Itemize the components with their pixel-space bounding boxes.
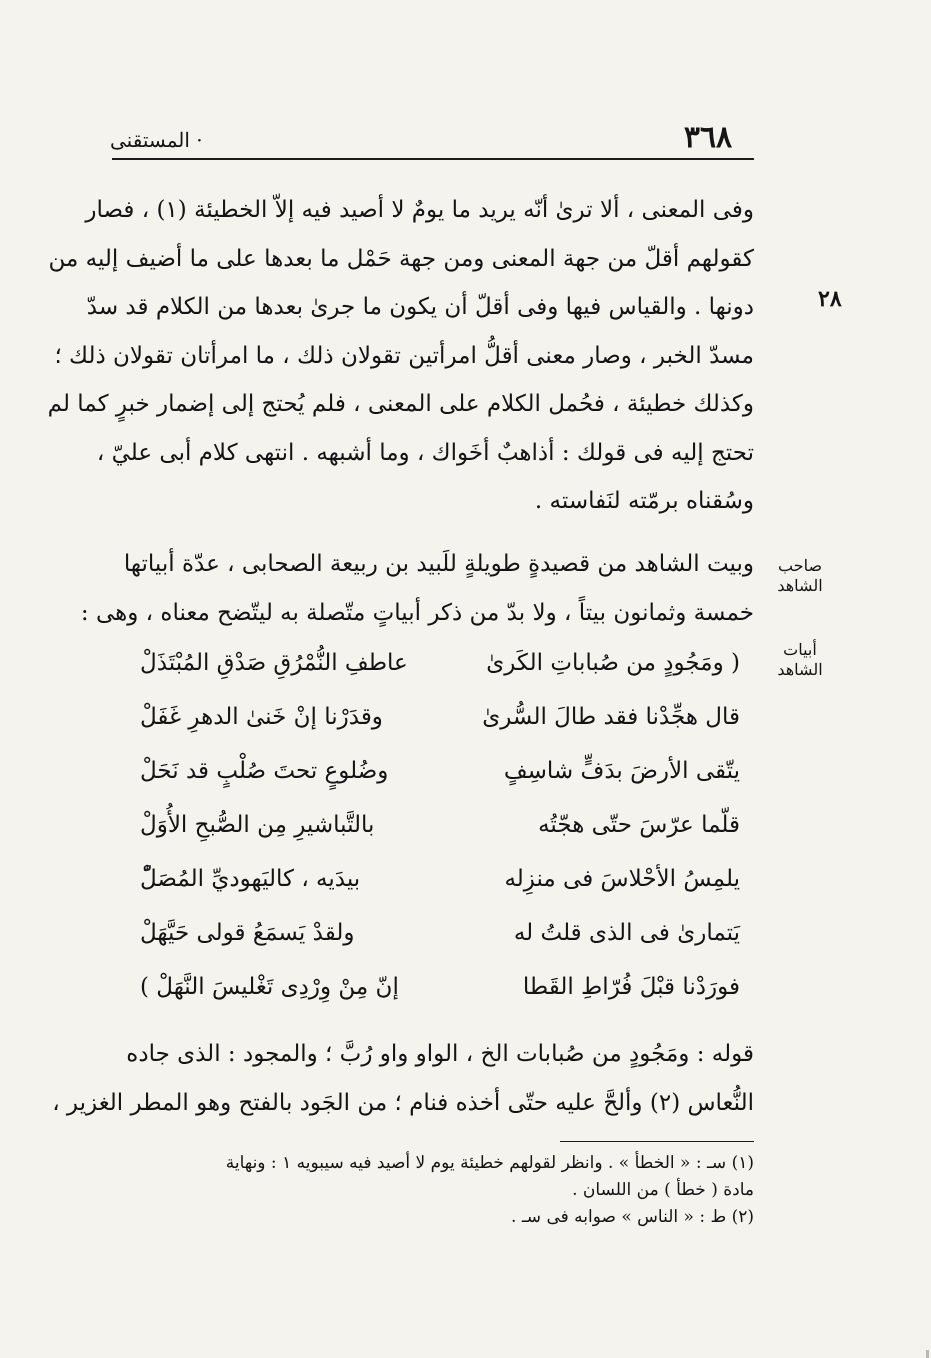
paragraph-poem-intro (80, 540, 754, 637)
text-line: وبيت الشاهد من قصيدةٍ طويلةٍ للَبيد بن ربيعة الصحابى ، عدّة أبياتها (123, 551, 754, 577)
scan-edge-mark (926, 1350, 929, 1358)
header-divider (112, 158, 754, 160)
poem-block (140, 640, 740, 1018)
margin-note-verses: أبيات الشاهد (777, 640, 823, 679)
verse-line (140, 640, 740, 694)
footnote-divider (560, 1141, 754, 1142)
verse-first-hemistich: يتّقى الأرضَ بدَفٍّ شاسِفٍ (503, 758, 740, 784)
footnote-line: مادة ( خطأ ) من اللسان . (572, 1180, 754, 1200)
verse-line (140, 748, 740, 802)
text-line: النُّعاس (٢) وألحَّ عليه حتّى أخذه فنام ؛ من الجَود بالفتح وهو المطر الغزير ، (52, 1089, 754, 1116)
paragraph-commentary (47, 186, 754, 526)
footnote-line: (١) سـ : « الخطأ » . وانظر لقولهم خطيئة يوم لا أصيد فيه سيبويه ١ : ونهاية (225, 1153, 754, 1173)
verse-second-hemistich: إنّ مِنْ وِرْدِى تَغْليسَ النَّهَلْ ) (140, 974, 399, 1000)
verse-first-hemistich: قلّما عرّسَ حتّى هجّتُه (538, 812, 740, 838)
verse-second-hemistich: عاطفِ النُّمْرُقِ صَدْقِ المُبْتَذَلْ (140, 650, 408, 676)
margin-note-poet: صاحب الشاهد (777, 556, 823, 595)
text-line: وكذلك خطيئة ، فحُمل الكلام على المعنى ، فلم يُحتج إلى إضمار خبرٍ كما لم (47, 391, 754, 417)
verse-second-hemistich: بيدَيه ، كاليَهوديِّ المُصَلّْ (140, 866, 361, 892)
footnotes (112, 1150, 754, 1231)
verse-line (140, 964, 740, 1018)
footnote-line: (٢) ط : « الناس » صوابه فى سـ . (511, 1207, 754, 1227)
text-line: وفى المعنى ، ألا ترىٰ أنّه يريد ما يومٌ لا أصيد فيه إلاّ الخطيئة (١) ، فصار (85, 197, 754, 223)
verse-line (140, 856, 740, 910)
verse-line (140, 910, 740, 964)
paragraph-explanation (52, 1030, 754, 1127)
verse-first-hemistich: يَتمارىٰ فى الذى قلتُ له (513, 920, 740, 946)
text-line: تحتج إليه فى قولك : أذاهبٌ أخَواك ، وما أشبهه . انتهى كلام أبى عليّ ، (96, 439, 754, 466)
verse-second-hemistich: وقدَرْنا إنْ خَنىٰ الدهرِ غَفَلْ (140, 704, 383, 730)
text-line: خمسة وثمانون بيتاً ، ولا بدّ من ذكر أبياتٍ متّصلة به ليتّضح معناه ، وهى : (80, 599, 754, 626)
verse-line (140, 694, 740, 748)
page-number: ٣٦٨ (683, 120, 733, 155)
verse-first-hemistich: يلمِسُ الأحْلاسَ فى منزِله (504, 866, 740, 892)
verse-second-hemistich: بالتَّباشيرِ مِن الصُّبحِ الأُوَلْ (140, 812, 375, 838)
verse-line (140, 802, 740, 856)
text-line: وسُقناه برمّته لنَفاسته . (534, 488, 754, 514)
verse-first-hemistich: ( ومَجُودٍ من صُباباتِ الكَرىٰ (486, 650, 740, 676)
verse-second-hemistich: ولقدْ يَسمَعُ قولى حَيَّهَلْ (140, 920, 355, 946)
text-line: مسدّ الخبر ، وصار معنى أقلُّ امرأتين تقولان ذلك ، ما امرأتان تقولان ذلك ؛ (54, 342, 754, 369)
verse-first-hemistich: قال هجِّدْنا فقد طالَ السُّرىٰ (482, 704, 740, 730)
text-line: قوله : ومَجُودٍ من صُبابات الخ ، الواو واو رُبَّ ؛ والمجود : الذى جاده (126, 1041, 754, 1067)
verse-first-hemistich: فورَدْنا قبْلَ فُرّاطِ القَطا (522, 974, 740, 1000)
running-title: · المستقنى (110, 128, 203, 152)
verse-second-hemistich: وضُلوعٍ تحتَ صُلْبٍ قد نَحَلْ (140, 758, 389, 784)
text-line: كقولهم أقلّ من جهة المعنى ومن جهة حَمْل ما بعدها على ما أضيف إليه من (48, 245, 754, 272)
margin-line-number: ٢٨ (818, 286, 842, 312)
text-line: دونها . والقياس فيها وفى أقلّ أن يكون ما جرىٰ بعدها من الكلام قد سدّ (86, 294, 754, 320)
